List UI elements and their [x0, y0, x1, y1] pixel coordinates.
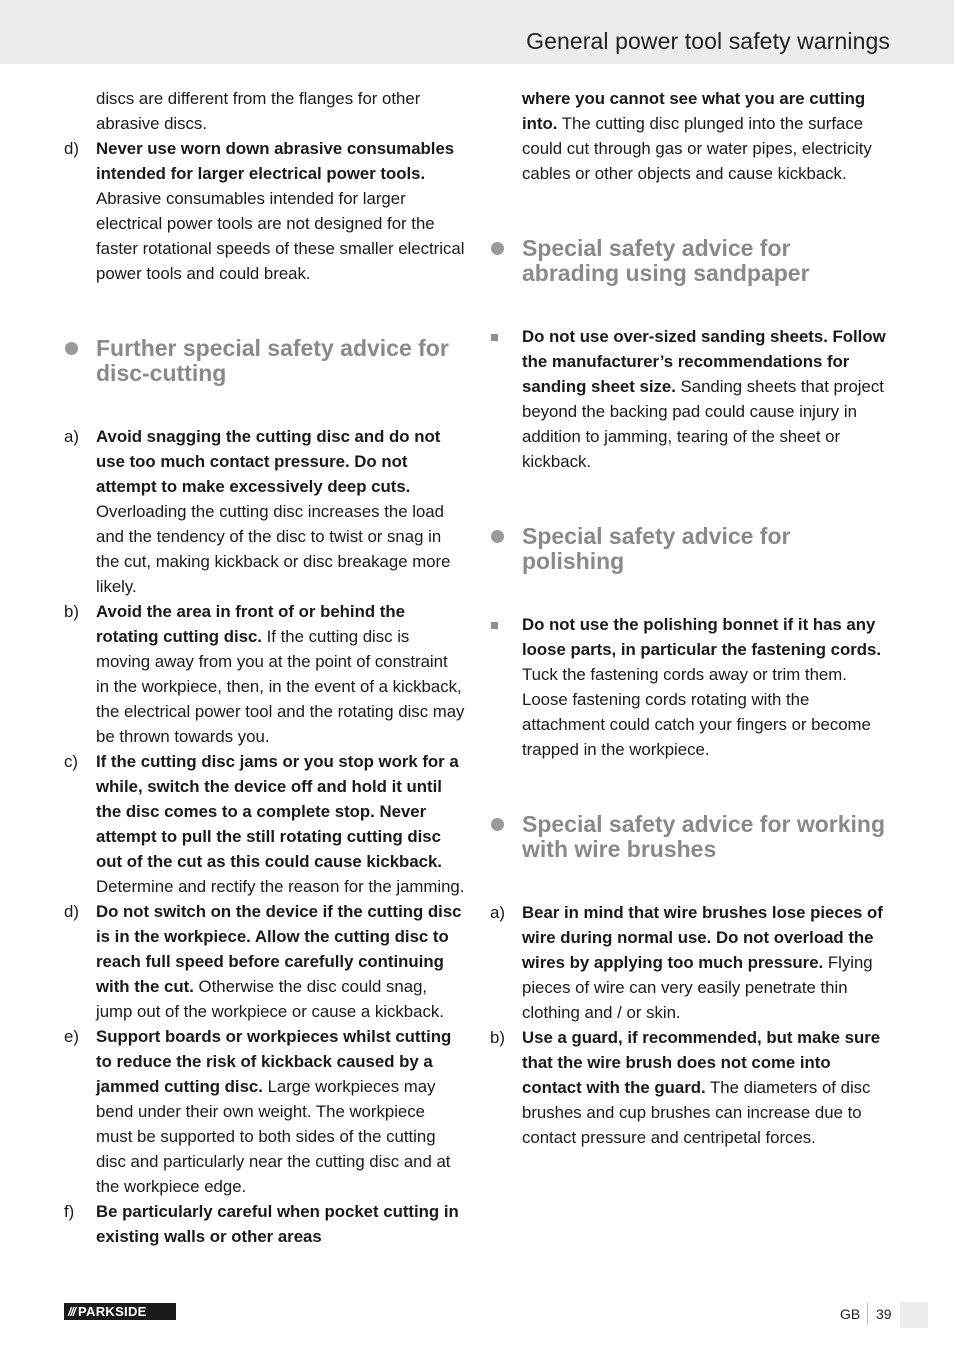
square-bullet-icon [491, 334, 498, 341]
item-text: If the cutting disc is moving away from you at the point of constraint in the workpiece, then, in the event of a kickback, the electrical power tool and the rotating disc may be thrown towards you. [96, 627, 465, 746]
item-bold-text: Bear in mind that wire brushes lose pieces of wire during normal use. Do not overload the wires by applying too much pressure. [522, 903, 883, 972]
list-item [486, 900, 891, 1025]
left-column [60, 86, 465, 1249]
list-marker: a) [64, 427, 79, 446]
item-text: The cutting disc plunged into the surface could cut through gas or water pipes, electricity cables or other objects and cause kickback. [522, 114, 872, 183]
list-item [60, 599, 465, 749]
page-tab-marker [900, 1302, 928, 1328]
logo-text: PARKSIDE [78, 1304, 147, 1319]
list-item [486, 612, 891, 762]
page-number: 39 [876, 1306, 892, 1322]
list-marker: c) [64, 752, 78, 771]
list-marker: b) [64, 602, 79, 621]
item-bold-text: Do not use the polishing bonnet if it has any loose parts, in particular the fastening cords. [522, 615, 882, 659]
parkside-logo [64, 1303, 176, 1320]
list-marker: e) [64, 1027, 79, 1046]
bullet-dot-icon [491, 818, 504, 831]
logo-stripes-icon: /// [68, 1304, 76, 1319]
section-heading-text: Further special safety advice for disc-cutting [96, 335, 449, 386]
item-bold-text: Support boards or workpieces whilst cutting to reduce the risk of kickback caused by a jammed cutting disc. [96, 1027, 452, 1096]
section-heading-text: Special safety advice for abrading using sandpaper [522, 235, 810, 286]
list-item [60, 1024, 465, 1199]
section-heading-polishing [486, 524, 891, 574]
item-bold-text: Use a guard, if recommended, but make sure that the wire brush does not come into contact with the guard. [522, 1028, 881, 1097]
item-bold-text: If the cutting disc jams or you stop work for a while, switch the device off and hold it until the disc comes to a complete stop. Never attempt to pull the still rotating cutting disc out of the cut as this could cause kickback. [96, 752, 459, 871]
list-item [486, 1025, 891, 1150]
item-bold-text: Never use worn down abrasive consumables intended for larger electrical power tools. [96, 139, 455, 183]
list-marker: d) [64, 139, 79, 158]
item-text: Otherwise the disc could snag, jump out of the workpiece or cause a kickback. [96, 977, 444, 1021]
footer-divider [867, 1303, 868, 1325]
list-item [60, 136, 465, 286]
right-column [486, 86, 891, 1150]
item-text: Tuck the fastening cords away or trim them. Loose fastening cords rotating with the attachment could catch your fingers or become trapped in the workpiece. [522, 665, 871, 759]
page-title: General power tool safety warnings [526, 28, 890, 54]
item-bold-text: Do not switch on the device if the cutting disc is in the workpiece. Allow the cutting disc to reach full speed before carefully continuing with the cut. [96, 902, 462, 996]
list-marker: a) [490, 903, 505, 922]
list-marker: b) [490, 1028, 505, 1047]
list-marker: d) [64, 902, 79, 921]
list-item [60, 424, 465, 599]
bullet-dot-icon [65, 342, 78, 355]
item-bold-text: Be particularly careful when pocket cutting in existing walls or other areas [96, 1202, 459, 1246]
language-code: GB [840, 1306, 861, 1322]
section-heading-text: Special safety advice for polishing [522, 523, 791, 574]
intro-paragraph: discs are different from the flanges for other abrasive discs. [96, 89, 421, 133]
list-item [60, 899, 465, 1024]
list-item [60, 749, 465, 899]
item-bold-text: where you cannot see what you are cutting into. [522, 89, 866, 133]
item-bold-text: Avoid snagging the cutting disc and do not use too much contact pressure. Do not attempt to make excessively deep cuts. [96, 427, 441, 496]
section-heading-text: Special safety advice for working with wire brushes [522, 811, 886, 862]
continuation-paragraph [486, 86, 891, 186]
list-marker: f) [64, 1202, 75, 1221]
item-text: Overloading the cutting disc increases the load and the tendency of the disc to twist or snag in the cut, making kickback or disc breakage more likely. [96, 502, 451, 596]
item-text: Large workpieces may bend under their own weight. The workpiece must be supported to both sides of the cutting disc and particularly near the cutting disc and at the workpiece edge. [96, 1077, 451, 1196]
item-text: Sanding sheets that project beyond the backing pad could cause injury in addition to jamming, tearing of the sheet or kickback. [522, 377, 884, 471]
section-heading-wire-brushes [486, 812, 891, 862]
bullet-dot-icon [491, 530, 504, 543]
item-text: Flying pieces of wire can very easily penetrate thin clothing and / or skin. [522, 953, 873, 1022]
square-bullet-icon [491, 622, 498, 629]
item-bold-text: Avoid the area in front of or behind the rotating cutting disc. [96, 602, 405, 646]
item-bold-text: Do not use over-sized sanding sheets. Follow the manufacturer’s recommendations for sanding sheet size. [522, 327, 886, 396]
bullet-dot-icon [491, 242, 504, 255]
item-text: Determine and rectify the reason for the jamming. [96, 877, 465, 896]
list-item [486, 324, 891, 474]
section-heading-sandpaper [486, 236, 891, 286]
section-heading-disc-cutting [60, 336, 465, 386]
list-item [60, 1199, 465, 1249]
item-text: Abrasive consumables intended for larger electrical power tools are not designed for the faster rotational speeds of these smaller electrical power tools and could break. [96, 189, 465, 283]
item-text: The diameters of disc brushes and cup brushes can increase due to contact pressure and centripetal forces. [522, 1078, 871, 1147]
